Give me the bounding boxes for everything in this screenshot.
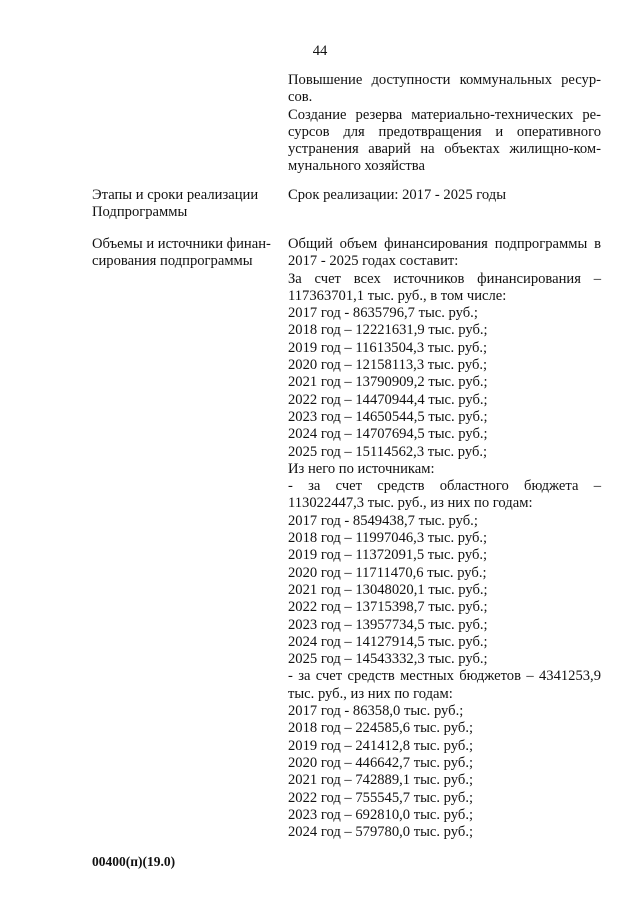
funding-line: 2023 год – 13957734,5 тыс. руб.;: [288, 616, 488, 633]
stages-value-line: Срок реализации: 2017 - 2025 годы: [288, 187, 507, 203]
intro-line: Создание резерва материально-технических ре-: [288, 106, 601, 123]
page-number: 44: [312, 43, 328, 59]
funding-line: 2022 год – 755545,7 тыс. руб.;: [288, 789, 474, 806]
funding-line: 2025 год – 15114562,3 тыс. руб.;: [288, 443, 488, 460]
stages-label: [92, 187, 282, 222]
stages-label-line: Подпрограммы: [92, 204, 188, 221]
funding-line: 2021 год – 13790909,2 тыс. руб.;: [288, 374, 488, 391]
funding-line: Общий объем финансирования подпрограммы в: [288, 236, 601, 252]
funding-line: 2024 год – 579780,0 тыс. руб.;: [288, 824, 474, 841]
funding-line: 117363701,1 тыс. руб., в том числе:: [288, 287, 507, 304]
funding-line: 2020 год – 12158113,3 тыс. руб.;: [288, 357, 488, 374]
funding-label-line: Объемы и источники финан-: [92, 236, 271, 252]
intro-line: мунального хозяйства: [288, 158, 425, 175]
funding-line: 2024 год – 14127914,5 тыс. руб.;: [288, 633, 488, 650]
funding-line: 2025 год – 14543332,3 тыс. руб.;: [288, 651, 488, 668]
funding-line: 2017 - 2025 годах составит:: [288, 253, 459, 270]
intro-line: Повышение доступности коммунальных ресур-: [288, 72, 601, 88]
funding-line: 2017 год - 8549438,7 тыс. руб.;: [288, 512, 478, 529]
intro-line: сов.: [288, 89, 313, 106]
funding-line: 2021 год – 742889,1 тыс. руб.;: [288, 772, 474, 789]
funding-line: 2021 год – 13048020,1 тыс. руб.;: [288, 581, 488, 598]
funding-line: 2023 год – 14650544,5 тыс. руб.;: [288, 408, 488, 425]
intro-text-block: [288, 72, 601, 176]
funding-line: 2018 год – 224585,6 тыс. руб.;: [288, 720, 474, 737]
funding-line: 113022447,3 тыс. руб., из них по годам:: [288, 495, 533, 512]
funding-line: - за счет средств областного бюджета –: [288, 478, 601, 495]
funding-line: Из него по источникам:: [288, 460, 435, 477]
intro-line: сурсов для предотвращения и оперативного: [288, 123, 601, 140]
funding-line: 2018 год – 12221631,9 тыс. руб.;: [288, 322, 488, 339]
funding-body: [288, 236, 601, 841]
funding-line: 2023 год – 692810,0 тыс. руб.;: [288, 806, 474, 823]
stages-value: [288, 187, 601, 204]
funding-line: 2019 год – 11613504,3 тыс. руб.;: [288, 339, 488, 356]
funding-line: - за счет средств местных бюджетов – 4341253,9: [288, 668, 601, 685]
funding-line: 2017 год - 8635796,7 тыс. руб.;: [288, 305, 478, 322]
funding-label: [92, 236, 282, 271]
funding-line: 2018 год – 11997046,3 тыс. руб.;: [288, 530, 488, 547]
footer-code: 00400(п)(19.0): [92, 854, 176, 869]
funding-line: тыс. руб., из них по годам:: [288, 685, 453, 702]
intro-line: устранения аварий на объектах жилищно-ком-: [288, 141, 601, 158]
funding-line: За счет всех источников финансирования –: [288, 270, 601, 287]
funding-line: 2017 год - 86358,0 тыс. руб.;: [288, 703, 464, 720]
funding-line: 2022 год – 14470944,4 тыс. руб.;: [288, 391, 488, 408]
stages-label-line: Этапы и сроки реализации: [92, 187, 259, 203]
funding-line: 2022 год – 13715398,7 тыс. руб.;: [288, 599, 488, 616]
funding-line: 2019 год – 241412,8 тыс. руб.;: [288, 737, 474, 754]
funding-line: 2020 год – 446642,7 тыс. руб.;: [288, 754, 474, 771]
funding-line: 2019 год – 11372091,5 тыс. руб.;: [288, 547, 488, 564]
funding-label-line: сирования подпрограммы: [92, 253, 253, 270]
funding-line: 2020 год – 11711470,6 тыс. руб.;: [288, 564, 487, 581]
funding-line: 2024 год – 14707694,5 тыс. руб.;: [288, 426, 488, 443]
